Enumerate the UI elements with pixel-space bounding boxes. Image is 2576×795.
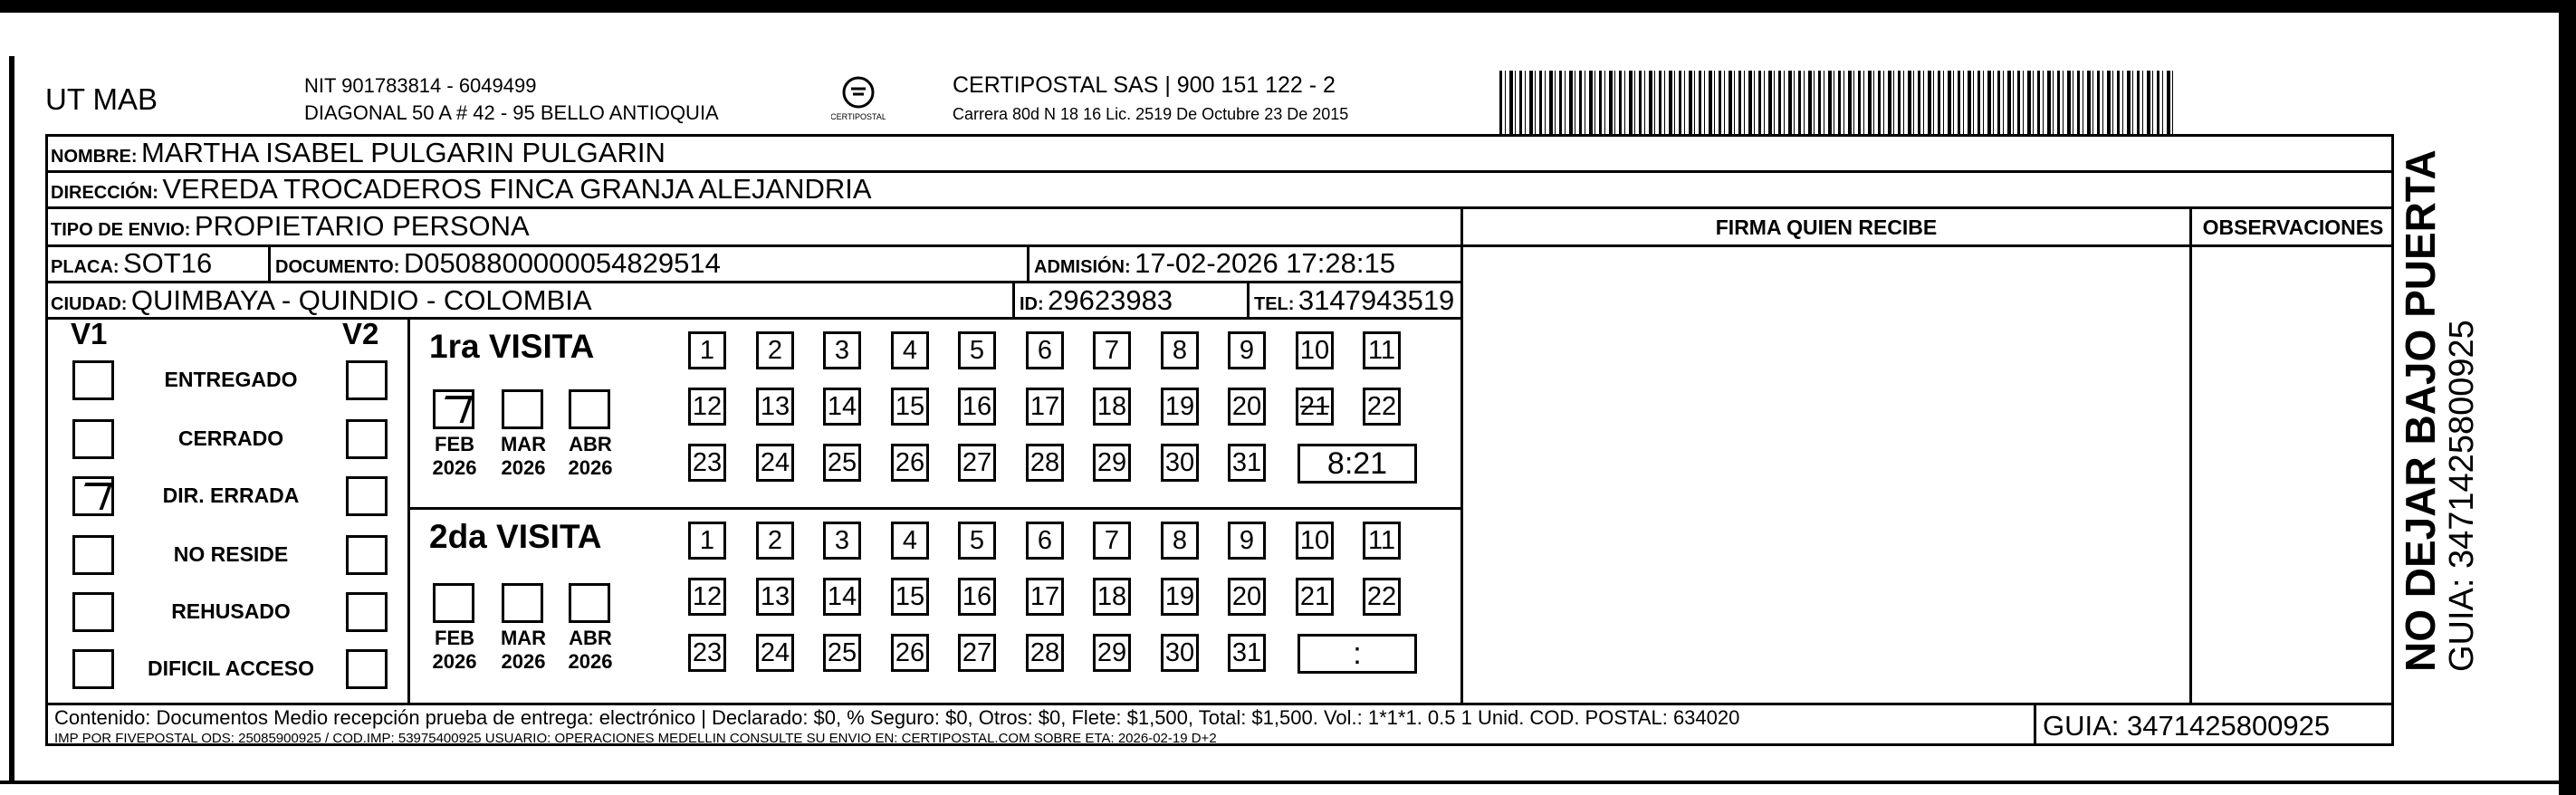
first-visit-day-box[interactable]: 25 — [823, 444, 861, 482]
second-visit-day-box[interactable]: 14 — [823, 578, 861, 616]
side-text — [2397, 149, 2497, 672]
right-frame — [2559, 0, 2576, 795]
direccion-value: VEREDA TROCADEROS FINCA GRANJA ALEJANDRIA — [162, 173, 872, 205]
first-visit-day-box[interactable]: 28 — [1026, 444, 1064, 482]
first-visit-day-box[interactable]: 12 — [688, 388, 726, 426]
id-value: 29623983 — [1048, 284, 1173, 316]
first-visit-day-box[interactable]: 17 — [1026, 388, 1064, 426]
firma-label: FIRMA QUIEN RECIBE — [1715, 216, 1938, 239]
second-visit-month-label: ABR — [569, 627, 612, 649]
second-visit-day-box[interactable]: 31 — [1228, 634, 1266, 672]
second-visit-day-box[interactable]: 8 — [1161, 522, 1199, 560]
second-visit-day-box[interactable]: 15 — [891, 578, 929, 616]
v1-label: V1 — [71, 317, 108, 350]
second-visit-day-box[interactable]: 19 — [1161, 578, 1199, 616]
status-option-label: CERRADO — [177, 426, 284, 450]
tel-label: TEL: — [1254, 294, 1295, 314]
bottom-frame — [0, 781, 2559, 784]
second-visit-day-box[interactable]: 30 — [1161, 634, 1199, 672]
first-visit-day-box[interactable]: 24 — [756, 444, 794, 482]
visit-divider — [407, 507, 1463, 510]
ciudad-value: QUIMBAYA - QUINDIO - COLOMBIA — [130, 284, 592, 316]
tipo-value: PROPIETARIO PERSONA — [194, 210, 530, 242]
second-visit-day-box[interactable]: 9 — [1228, 522, 1266, 560]
company-address: DIAGONAL 50 A # 42 - 95 BELLO ANTIOQUIA — [304, 101, 719, 124]
observaciones-divider — [2189, 206, 2192, 703]
second-visit-day-box[interactable]: 24 — [756, 634, 794, 672]
v2-label: V2 — [342, 317, 379, 350]
top-frame — [0, 0, 2576, 13]
first-visit-month-box[interactable] — [569, 389, 610, 429]
carrier-address: Carrera 80d N 18 16 Lic. 2519 De Octubre 23 De 2015 — [953, 105, 1349, 123]
first-visit-day-box[interactable]: 20 — [1228, 388, 1266, 426]
id-divider — [1012, 281, 1015, 317]
second-visit-day-box[interactable]: 22 — [1363, 578, 1401, 616]
first-visit-year-label: 2026 — [501, 456, 546, 479]
first-visit-day-box[interactable]: 2 — [756, 331, 794, 369]
first-visit-day-box[interactable]: 13 — [756, 388, 794, 426]
admision-divider — [1027, 244, 1029, 281]
first-visit-day-box[interactable]: 23 — [688, 444, 726, 482]
status-option-label: DIR. ERRADA — [162, 484, 300, 507]
row-line — [45, 281, 1463, 283]
second-visit-year-label: 2026 — [432, 650, 477, 673]
first-visit-day-box[interactable]: 10 — [1296, 331, 1334, 369]
first-visit-day-box[interactable]: 22 — [1363, 388, 1401, 426]
second-visit-month-box[interactable] — [502, 583, 543, 623]
first-visit-day-box[interactable]: 26 — [891, 444, 929, 482]
first-visit-day-box[interactable]: 18 — [1093, 388, 1131, 426]
v1-checkbox[interactable] — [72, 419, 114, 459]
second-visit-day-box[interactable]: 12 — [688, 578, 726, 616]
second-visit-day-box[interactable]: 7 — [1093, 522, 1131, 560]
second-visit-day-box[interactable]: 10 — [1296, 522, 1334, 560]
second-visit-day-box[interactable]: 2 — [756, 522, 794, 560]
first-visit-day-box[interactable]: 9 — [1228, 331, 1266, 369]
v1-checkbox[interactable] — [72, 592, 114, 632]
second-visit-month-label: FEB — [435, 627, 474, 649]
status-option-label: DIFICIL ACCESO — [147, 656, 314, 680]
second-visit-day-box[interactable]: 26 — [891, 634, 929, 672]
footer-guia: GUIA: 3471425800925 — [2043, 710, 2331, 742]
v2-checkbox[interactable] — [346, 360, 388, 400]
documento-value: D0508800000054829514 — [403, 247, 721, 279]
row-line — [45, 317, 1463, 320]
v2-checkbox[interactable] — [346, 419, 388, 459]
documento-label: DOCUMENTO: — [275, 257, 400, 277]
second-visit-day-box[interactable]: 5 — [958, 522, 996, 560]
second-visit-title: 2da VISITA — [429, 518, 602, 555]
second-visit-year-label: 2026 — [501, 650, 546, 673]
second-visit-day-box[interactable]: 21 — [1296, 578, 1334, 616]
second-visit-time-box[interactable]: : — [1298, 634, 1417, 674]
v1-checkbox[interactable] — [72, 649, 114, 689]
admision-label: ADMISIÓN: — [1034, 257, 1131, 277]
v1-checkbox[interactable] — [72, 535, 114, 575]
row-line — [45, 206, 2394, 209]
second-visit-day-box[interactable]: 6 — [1026, 522, 1064, 560]
ciudad-label: CIUDAD: — [51, 294, 128, 314]
first-visit-day-box[interactable]: 1 — [688, 331, 726, 369]
v2-checkbox[interactable] — [346, 649, 388, 689]
second-visit-day-box[interactable]: 17 — [1026, 578, 1064, 616]
second-visit-day-box[interactable]: 13 — [756, 578, 794, 616]
first-visit-day-box[interactable]: 8 — [1161, 331, 1199, 369]
first-visit-day-box[interactable]: 14 — [823, 388, 861, 426]
second-visit-day-box[interactable]: 28 — [1026, 634, 1064, 672]
signature-area[interactable] — [1463, 244, 2394, 247]
placa-value: SOT16 — [123, 247, 213, 279]
first-visit-year-label: 2026 — [432, 456, 477, 479]
nombre-value: MARTHA ISABEL PULGARIN PULGARIN — [141, 137, 666, 168]
footer-contenido: Contenido: Documentos Medio recepción prueba de entrega: electrónico | Declarado: $0, % Seguro: $0, Otros: $0, Flete: $1,500, Total: $1,500. Vol.: 1*1*1. 0.5 1 Unid. COD. POSTAL: 634020 — [54, 706, 1740, 729]
second-visit-day-box[interactable]: 27 — [958, 634, 996, 672]
first-visit-month-label: ABR — [569, 433, 612, 455]
observaciones-label: OBSERVACIONES — [2202, 216, 2384, 239]
first-visit-day-box[interactable]: 6 — [1026, 331, 1064, 369]
carrier-name: CERTIPOSTAL SAS | 900 151 122 - 2 — [953, 72, 1336, 98]
v2-checkbox[interactable] — [346, 592, 388, 632]
second-visit-day-box[interactable]: 29 — [1093, 634, 1131, 672]
second-visit-year-label: 2026 — [568, 650, 613, 673]
no-dejar-label: NO DEJAR BAJO PUERTA — [2397, 149, 2444, 672]
first-visit-day-box[interactable]: 4 — [891, 331, 929, 369]
first-visit-day-box[interactable]: 5 — [958, 331, 996, 369]
footer-imp: IMP POR FIVEPOSTAL ODS: 25085900925 / COD.IMP: 53975400925 USUARIO: OPERACIONES MEDELLIN CONSULTE SU ENVIO EN: CERTIPOSTAL.COM SOBRE ETA: 2026-02-19 D+2 — [54, 731, 1217, 746]
nombre-label: NOMBRE: — [51, 147, 138, 167]
second-visit-day-box[interactable]: 20 — [1228, 578, 1266, 616]
direccion-label: DIRECCIÓN: — [51, 183, 158, 203]
certipostal-logo — [831, 72, 886, 127]
first-visit-month-label: FEB — [435, 433, 474, 455]
first-visit-day-box[interactable]: 19 — [1161, 388, 1199, 426]
admision-value: 17-02-2026 17:28:15 — [1135, 247, 1395, 279]
first-visit-day-box[interactable]: 21 — [1296, 388, 1334, 426]
second-visit-day-box[interactable]: 11 — [1363, 522, 1401, 560]
company-nit: NIT 901783814 - 6049499 — [304, 74, 537, 97]
second-visit-day-box[interactable]: 1 — [688, 522, 726, 560]
placa-divider — [268, 244, 271, 281]
first-visit-day-box[interactable]: 30 — [1161, 444, 1199, 482]
first-visit-day-box[interactable]: 27 — [958, 444, 996, 482]
status-option-label: ENTREGADO — [164, 368, 298, 391]
tel-value: 3147943519 — [1298, 284, 1455, 316]
first-visit-time-box[interactable]: 8:21 — [1298, 444, 1417, 484]
second-visit-day-box[interactable]: 3 — [823, 522, 861, 560]
first-visit-day-box[interactable]: 3 — [823, 331, 861, 369]
signature-divider — [1460, 206, 1463, 703]
first-visit-month-box[interactable] — [502, 389, 543, 429]
guia-divider — [2034, 703, 2036, 746]
status-option-label: NO RESIDE — [173, 542, 289, 566]
v2-checkbox[interactable] — [346, 476, 388, 516]
first-visit-day-box[interactable]: 16 — [958, 388, 996, 426]
second-visit-day-box[interactable]: 23 — [688, 634, 726, 672]
company-name: UT MAB — [45, 82, 158, 116]
first-visit-day-box[interactable]: 11 — [1363, 331, 1401, 369]
second-visit-month-box[interactable] — [433, 583, 474, 623]
first-visit-day-box[interactable]: 7 — [1093, 331, 1131, 369]
first-visit-day-box[interactable]: 29 — [1093, 444, 1131, 482]
logo-text: CERTIPOSTAL — [831, 112, 886, 121]
first-visit-day-box[interactable]: 31 — [1228, 444, 1266, 482]
v2-checkbox[interactable] — [346, 535, 388, 575]
status-option-label: REHUSADO — [171, 599, 291, 623]
side-guia: GUIA: 3471425800925 — [2442, 320, 2481, 672]
second-visit-month-label: MAR — [500, 627, 547, 649]
first-visit-day-box[interactable]: 15 — [891, 388, 929, 426]
second-visit-day-box[interactable]: 4 — [891, 522, 929, 560]
v1-checkbox[interactable] — [72, 360, 114, 400]
left-frame — [9, 56, 14, 781]
id-label: ID: — [1020, 294, 1044, 314]
tipo-label: TIPO DE ENVIO: — [51, 220, 191, 240]
placa-label: PLACA: — [51, 257, 120, 277]
second-visit-day-box[interactable]: 25 — [823, 634, 861, 672]
first-visit-title: 1ra VISITA — [429, 328, 595, 365]
tel-divider — [1247, 281, 1250, 317]
second-visit-day-box[interactable]: 16 — [958, 578, 996, 616]
second-visit-day-box[interactable]: 18 — [1093, 578, 1131, 616]
first-visit-year-label: 2026 — [568, 456, 613, 479]
status-divider — [407, 317, 410, 703]
first-visit-month-box[interactable] — [433, 389, 474, 429]
second-visit-month-box[interactable] — [569, 583, 610, 623]
barcode — [1499, 71, 2173, 134]
v1-checkbox[interactable] — [72, 476, 114, 516]
first-visit-month-label: MAR — [500, 433, 547, 455]
footer-line — [45, 703, 2394, 705]
